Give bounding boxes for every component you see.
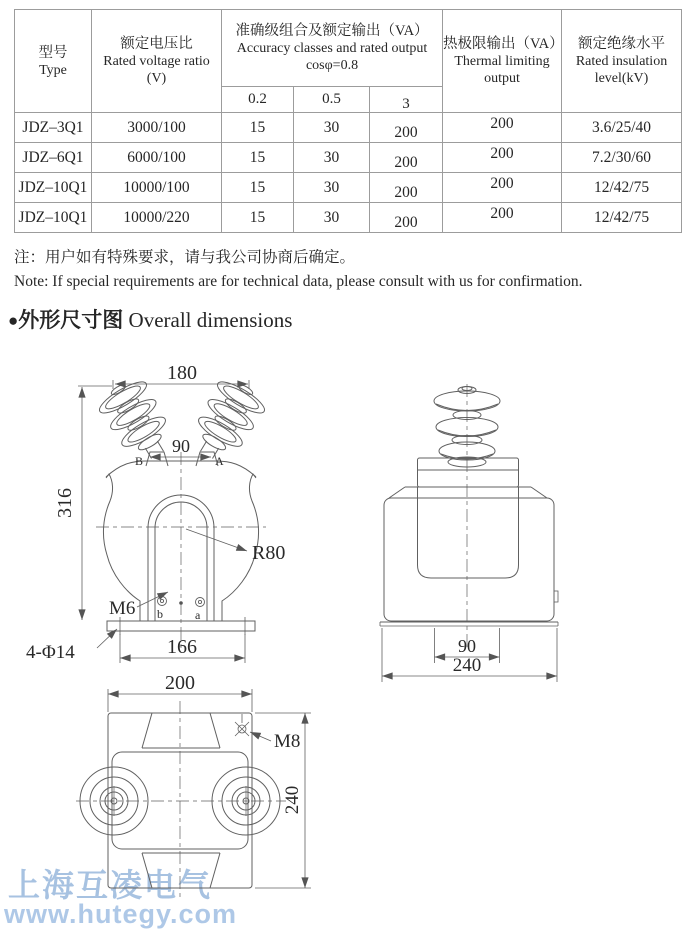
subheader-3: 3	[370, 87, 443, 113]
front-dim-90-label: 90	[172, 436, 190, 456]
watermark-url: www.hutegy.com	[4, 899, 238, 929]
overall-dimensions-drawings	[0, 340, 700, 934]
r80-label: R80	[252, 542, 286, 564]
top-view	[76, 672, 311, 901]
table-row: JDZ–6Q1 6000/100 15 30 200 200 7.2/30/60	[15, 143, 682, 173]
bullet-icon: ●	[8, 311, 19, 330]
header-type: 型号 Type	[15, 10, 92, 113]
dimension-drawings-svg	[0, 340, 700, 934]
section-title-en: Overall dimensions	[128, 308, 293, 332]
r80-leader	[186, 529, 247, 551]
table-header-row	[15, 10, 682, 87]
side-dim-240-label: 240	[452, 655, 482, 676]
top-left-bushing	[80, 767, 148, 835]
header-thermal: 热极限输出（VA） Thermal limiting output	[443, 10, 562, 113]
note-chinese: 注：用户如有特殊要求，请与我公司协商后确定。	[14, 249, 356, 266]
holes-leader	[97, 629, 117, 648]
terminal-a-label: a	[195, 608, 201, 622]
front-dim-316-label: 316	[54, 488, 76, 518]
terminal-A-label: A	[215, 454, 224, 468]
section-title-zh: 外形尺寸图	[18, 308, 124, 332]
header-insulation: 额定绝缘水平 Rated insulation level(kV)	[562, 10, 682, 113]
front-view	[26, 362, 285, 663]
header-voltage-ratio: 额定电压比 Rated voltage ratio (V)	[92, 10, 222, 113]
table-row: JDZ–10Q1 10000/100 15 30 200 200 12/42/75	[15, 173, 682, 203]
holes-label: 4-Φ14	[26, 642, 75, 663]
side-dim-90-label: 90	[458, 636, 476, 656]
center-dot	[179, 601, 183, 605]
m6-label: M6	[109, 598, 136, 619]
subheader-0-2: 0.2	[222, 87, 294, 113]
section-heading	[8, 304, 292, 334]
terminal-b-screw	[158, 597, 167, 606]
spec-table	[14, 9, 682, 233]
front-right-bushing	[183, 373, 270, 469]
front-dim-180-label: 180	[167, 362, 197, 384]
header-accuracy: 准确级组合及额定输出（VA） Accuracy classes and rated output cosφ=0.8	[222, 10, 443, 87]
m8-label: M8	[274, 731, 301, 752]
top-dim-240-label: 240	[282, 785, 303, 815]
side-view	[380, 384, 558, 682]
m8-screw	[235, 714, 271, 741]
subheader-0-5: 0.5	[294, 87, 370, 113]
table-row: JDZ–3Q1 3000/100 15 30 200 200 3.6/25/40	[15, 113, 682, 143]
terminal-block-b	[146, 452, 168, 466]
side-body	[384, 498, 554, 621]
note-english: Note: If special requirements are for technical data, please consult with us for confirmation.	[14, 273, 583, 290]
terminal-a-screw	[196, 598, 205, 607]
side-window	[418, 487, 519, 578]
cap-box	[418, 458, 519, 487]
watermark-company: 上海互凌电气	[8, 867, 213, 903]
terminal-B-label: B	[135, 454, 144, 468]
dim-316	[78, 386, 112, 620]
terminal-b-label: b	[157, 607, 163, 621]
front-dim-166-label: 166	[167, 636, 197, 658]
top-dim-200-label: 200	[165, 672, 195, 694]
top-right-bushing	[212, 767, 280, 835]
side-tab	[554, 591, 558, 602]
table-row: JDZ–10Q1 10000/220 15 30 200 200 12/42/75	[15, 203, 682, 233]
